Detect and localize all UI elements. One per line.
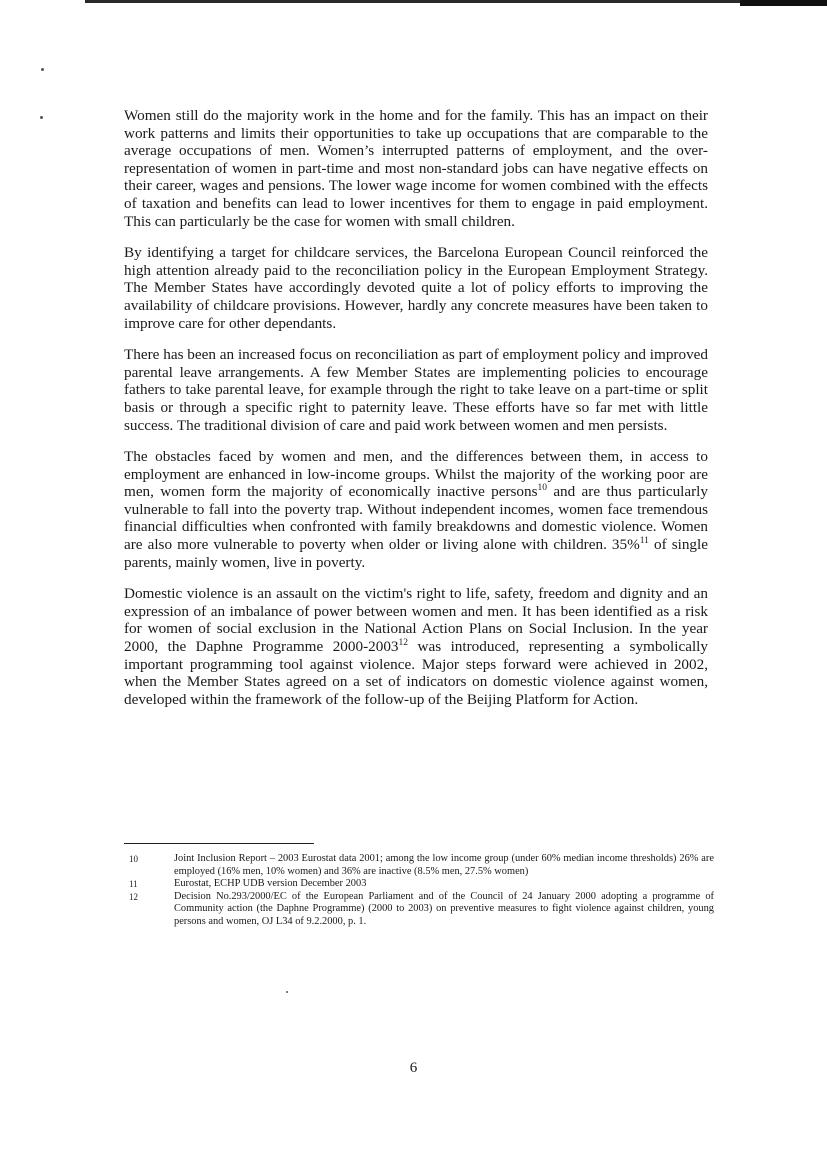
paragraph-3 [124, 346, 708, 434]
top-border-mark [740, 0, 827, 6]
paragraph-text: Domestic violence is an assault on the victim's right to life, safety, freedom and dignity and an expression of an imbalance of power between women and men. It has been identified as a risk for women of social exclusion in the National Action Plans on Social Inclusion. In the year 2000, the Daphne Programme 2000-2003 [124, 585, 708, 656]
paragraph-text: of single parents, mainly women, live in poverty. [124, 536, 708, 571]
footnote-text: Decision No.293/2000/EC of the European Parliament and of the Council of 24 January 2000 adopting a programme of Community action (the Daphne Programme) (2000 to 2003) on preventive measures to fight violence against children, young persons and women, OJ L34 of 9.2.2000, p. 1. [174, 890, 714, 927]
footnote-text: Eurostat, ECHP UDB version December 2003 [174, 878, 367, 890]
paragraph-1 [124, 107, 708, 230]
footnote-separator [124, 843, 314, 844]
scan-speck [40, 116, 43, 119]
paragraph-2 [124, 244, 708, 332]
footnote-number: 11 [129, 879, 138, 890]
footnote-number: 12 [129, 891, 138, 902]
footnote-number: 10 [129, 854, 138, 864]
paragraph-text: The obstacles faced by women and men, and the differences between them, in access to employment are enhanced in low-income groups. Whilst the majority of the working poor are men, women form the majority of economically inactive persons [124, 448, 708, 501]
paragraph-text: and are thus particularly vulnerable to fall into the poverty trap. Without independent incomes, women face tremendous financial difficulties when confronted with family breakdowns and domestic violence. Women are also more vulnerable to poverty when older or living alone with children. 35% [124, 483, 708, 554]
paragraph-text: By identifying a target for childcare services, the Barcelona European Council reinforced the high attention already paid to the reconciliation policy in the European Employment Strategy. The Member States have accordingly devoted quite a lot of policy efforts to improving the availability of childcare provisions. However, hardly any concrete measures have been taken to improve care for other dependants. [124, 244, 708, 332]
footnote-10 [124, 853, 714, 878]
paragraph-text: There has been an increased focus on reconciliation as part of employment policy and improved parental leave arrangements. A few Member States are implementing policies to encourage fathers to take parental leave, for example through the right to take leave on a part-time or split basis or through a specific right to paternity leave. These efforts have so far met with little success. The traditional division of care and paid work between women and men persists. [124, 346, 708, 434]
paragraph-text: Women still do the majority work in the home and for the family. This has an impact on their work patterns and limits their opportunities to take up occupations that are comparable to the average occupations of men. Women’s interrupted patterns of employment, and the over-representation of women in part-time and most non-standard jobs can have negative effects on their career, wages and pensions. The lower wage income for women combined with the effects of taxation and benefits can lead to lower incentives for them to engage in paid employment. This can particularly be the case for women with small children. [124, 107, 708, 230]
footnote-ref-10[interactable]: 10 [537, 483, 548, 494]
top-border-line [85, 0, 827, 3]
page-number: 6 [409, 1060, 418, 1076]
scan-speck [286, 991, 288, 993]
paragraph-4 [124, 448, 708, 571]
footnotes [124, 853, 714, 929]
scan-speck [41, 68, 44, 71]
footnote-ref-11[interactable]: 11 [639, 536, 649, 547]
paragraph-5 [124, 585, 708, 708]
footnote-text: Joint Inclusion Report – 2003 Eurostat data 2001; among the low income group (under 60% median income thresholds) 26% are employed (16% men, 10% women) and 36% are inactive (8.5% men, 27.5% women) [174, 853, 714, 877]
footnote-12 [124, 891, 714, 929]
footnote-11 [124, 878, 714, 891]
body-text [124, 107, 708, 722]
footnote-ref-12[interactable]: 12 [398, 638, 409, 649]
paragraph-text: was introduced, representing a symbolically important programming tool against violence. Major steps forward were achieved in 2002, when the Member States agreed on a set of indicators on domestic violence against women, developed within the framework of the follow-up of the Beijing Platform for Action. [124, 638, 708, 708]
